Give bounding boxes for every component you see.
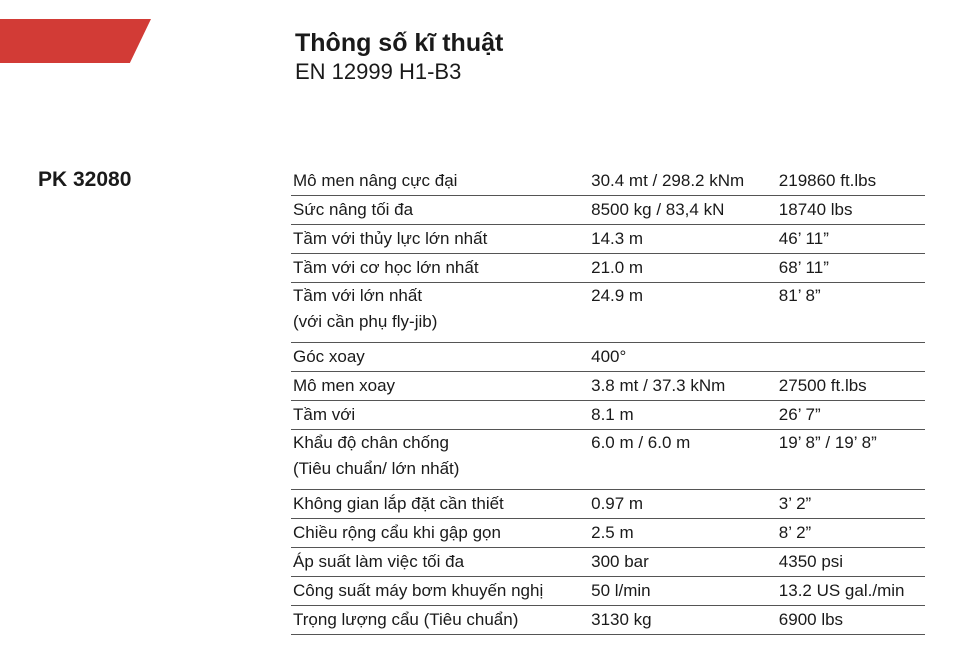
- spec-metric-value: 3.8 mt / 37.3 kNm: [591, 376, 726, 395]
- spec-sublabel: (Tiêu chuẩn/ lớn nhất): [293, 459, 460, 478]
- spec-row: [291, 490, 925, 519]
- spec-label-cell: [291, 577, 589, 606]
- spec-label: Công suất máy bơm khuyến nghị: [293, 581, 544, 600]
- spec-row: [291, 430, 925, 490]
- spec-label-cell: [291, 167, 589, 196]
- spec-row: [291, 254, 925, 283]
- spec-metric-value: 300 bar: [591, 552, 649, 571]
- spec-imperial-value: 4350 psi: [778, 552, 844, 571]
- spec-row: [291, 606, 925, 635]
- spec-label: Khẩu độ chân chống: [293, 433, 449, 452]
- spec-row: [291, 548, 925, 577]
- spec-label: Mô men nâng cực đại: [293, 171, 458, 190]
- spec-label-cell: [291, 283, 589, 343]
- spec-label-cell: [291, 254, 589, 283]
- spec-label-cell: [291, 430, 589, 490]
- spec-imperial-value: 3’ 2”: [778, 494, 812, 513]
- red-accent-bar: [0, 19, 151, 63]
- spec-row: [291, 519, 925, 548]
- spec-metric-value: 24.9 m: [591, 286, 644, 305]
- spec-label: Tầm với thủy lực lớn nhất: [293, 229, 488, 248]
- spec-row: [291, 167, 925, 196]
- spec-metric-value: 8500 kg / 83,4 kN: [591, 200, 725, 219]
- model-name: PK 32080: [38, 168, 132, 191]
- spec-label-cell: [291, 401, 589, 430]
- page-heading: [295, 28, 503, 86]
- spec-imperial-value: 6900 lbs: [778, 610, 844, 629]
- spec-label-cell: [291, 343, 589, 372]
- spec-imperial-value: [777, 343, 925, 372]
- spec-metric-value: 3130 kg: [591, 610, 652, 629]
- spec-label-cell: [291, 548, 589, 577]
- spec-row: [291, 196, 925, 225]
- spec-label-cell: [291, 490, 589, 519]
- spec-metric-value: 50 l/min: [591, 581, 651, 600]
- spec-metric-value: 2.5 m: [591, 523, 634, 542]
- spec-label-cell: [291, 519, 589, 548]
- spec-label: Mô men xoay: [293, 376, 396, 395]
- spec-label: Sức nâng tối đa: [293, 200, 414, 219]
- spec-label-cell: [291, 196, 589, 225]
- spec-metric-value: 30.4 mt / 298.2 kNm: [591, 171, 745, 190]
- page-subtitle: EN 12999 H1-B3: [295, 59, 462, 84]
- spec-label-cell: [291, 225, 589, 254]
- spec-imperial-value: 19’ 8” / 19’ 8”: [778, 433, 877, 452]
- spec-label: Không gian lắp đặt cần thiết: [293, 494, 504, 513]
- spec-table-body: [291, 167, 925, 635]
- spec-label: Trọng lượng cẩu (Tiêu chuẩn): [293, 610, 519, 629]
- spec-metric-value: 14.3 m: [591, 229, 644, 248]
- spec-label: Tầm với: [293, 405, 356, 424]
- spec-imperial-value: 27500 ft.lbs: [778, 376, 867, 395]
- spec-label: Áp suất làm việc tối đa: [293, 552, 465, 571]
- spec-imperial-value: 68’ 11”: [778, 258, 829, 277]
- spec-imperial-value: 81’ 8”: [778, 286, 821, 305]
- spec-label: Chiều rộng cẩu khi gập gọn: [293, 523, 501, 542]
- spec-label-cell: [291, 606, 589, 635]
- spec-imperial-value: 46’ 11”: [778, 229, 829, 248]
- spec-row: [291, 225, 925, 254]
- spec-row: [291, 401, 925, 430]
- spec-metric-value: 6.0 m / 6.0 m: [591, 433, 691, 452]
- spec-imperial-value: 8’ 2”: [778, 523, 812, 542]
- spec-row: [291, 343, 925, 372]
- spec-row: [291, 283, 925, 343]
- spec-label: Góc xoay: [293, 347, 365, 366]
- spec-sublabel: (với cần phụ fly-jib): [293, 312, 438, 331]
- spec-row: [291, 372, 925, 401]
- spec-imperial-value: 26’ 7”: [778, 405, 821, 424]
- spec-metric-value: 21.0 m: [591, 258, 644, 277]
- spec-metric-value: 0.97 m: [591, 494, 644, 513]
- spec-imperial-value: 18740 lbs: [778, 200, 853, 219]
- spec-metric-value: 8.1 m: [591, 405, 634, 424]
- spec-row: [291, 577, 925, 606]
- spec-table: [291, 167, 925, 635]
- spec-label: Tầm với cơ học lớn nhất: [293, 258, 479, 277]
- spec-imperial-value: 219860 ft.lbs: [778, 171, 877, 190]
- spec-label-cell: [291, 372, 589, 401]
- page-title: Thông số kĩ thuật: [295, 29, 504, 57]
- spec-metric-value: 400°: [591, 347, 627, 366]
- spec-label: Tầm với lớn nhất: [293, 286, 423, 305]
- spec-imperial-value: 13.2 US gal./min: [778, 581, 905, 600]
